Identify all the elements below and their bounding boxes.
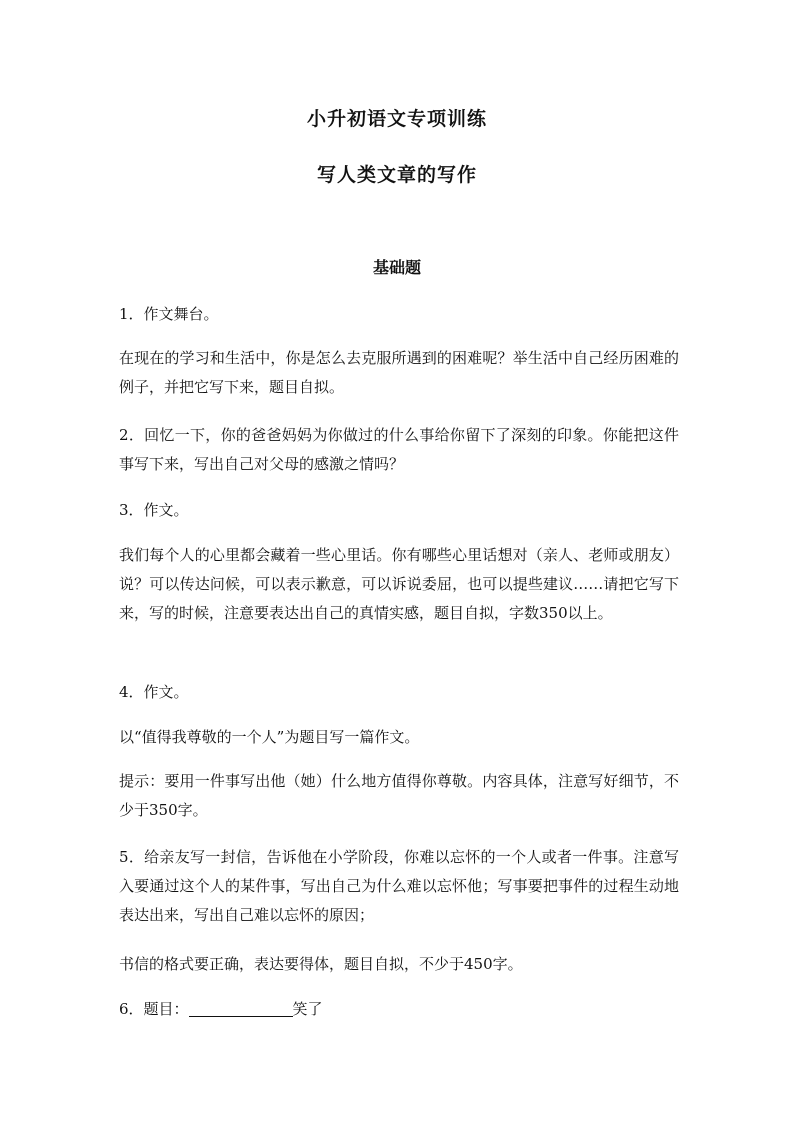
q1-body: 在现在的学习和生活中，你是怎么去克服所遇到的困难呢？举生活中自己经历困难的例子，并把它写下来，题目自拟。	[119, 349, 679, 396]
q4-tip: 提示：要用一件事写出他（她）什么地方值得你尊敬。内容具体，注意写好细节，不少于350字。	[119, 772, 679, 819]
page-title: 小升初语文专项训练	[306, 108, 487, 130]
page-subtitle: 写人类文章的写作	[316, 164, 477, 186]
q1-heading: 1．作文舞台。	[119, 305, 219, 323]
q6-label: 6．题目：	[119, 1000, 189, 1018]
answer-blank[interactable]	[189, 1000, 293, 1017]
q4-prompt: 以“值得我尊敬的一个人”为题目写一篇作文。	[119, 728, 420, 746]
q3-body: 我们每个人的心里都会藏着一些心里话。你有哪些心里话想对（亲人、老师或朋友）说？可以传达问候，可以表示歉意，可以诉说委屈，也可以提些建议……请把它写下来，写的时候，注意要表达出自己的真情实感，题目自拟，字数350以上。	[119, 546, 679, 622]
q6-line	[119, 995, 679, 1024]
q5-note: 书信的格式要正确，表达要得体，题目自拟，不少于450字。	[119, 955, 523, 973]
q6-suffix: 笑了	[292, 1000, 323, 1018]
q5-body: 5．给亲友写一封信，告诉他在小学阶段，你难以忘怀的一个人或者一件事。注意写入要通过这个人的某件事，写出自己为什么难以忘怀他；写事要把事件的过程生动地表达出来，写出自己难以忘怀的原因；	[119, 848, 679, 924]
q4-heading: 4．作文。	[119, 683, 189, 701]
q2-body: 2．回忆一下，你的爸爸妈妈为你做过的什么事给你留下了深刻的印象。你能把这件事写下来，写出自己对父母的感激之情吗？	[119, 426, 679, 473]
section-title: 基础题	[372, 258, 421, 277]
q3-heading: 3．作文。	[119, 501, 189, 519]
